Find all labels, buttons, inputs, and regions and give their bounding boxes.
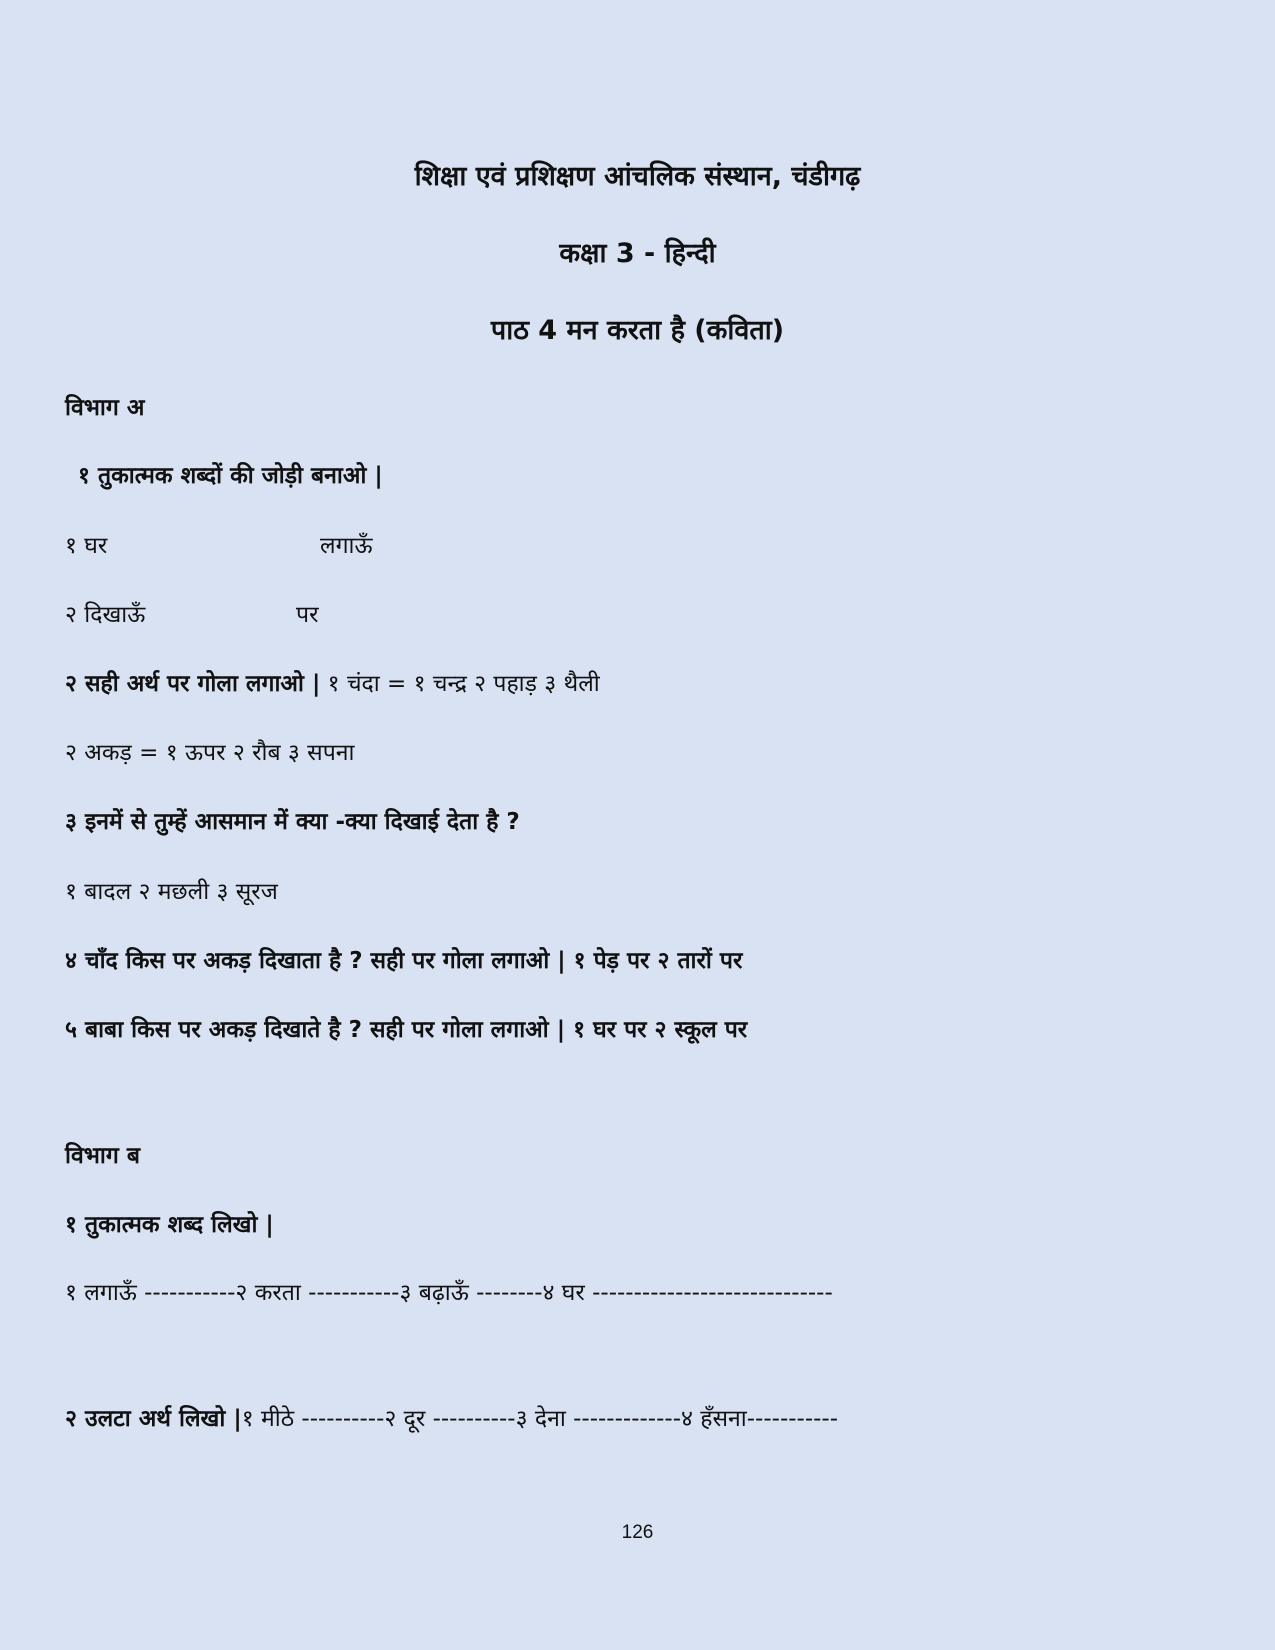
lesson-title: पाठ 4 मन करता है (कविता) [490, 315, 785, 346]
section-b-q2-answer-line: १ मीठे ----------२ दूर ----------३ देना -------------४ हँसना----------- [241, 1406, 839, 1432]
section-b-q1-prompt: १ तुकात्मक शब्द लिखो | [65, 1212, 274, 1238]
section-b-q2-prompt: २ उलटा अर्थ लिखो | [65, 1406, 242, 1432]
section-a-q2-line1 [65, 666, 600, 698]
section-a-heading: विभाग अ [65, 395, 145, 421]
section-b-heading: विभाग ब [65, 1143, 140, 1169]
section-a-q2-line2: २ अकड़ = १ ऊपर २ रौब ३ सपना [65, 740, 355, 766]
q1-row2-left: २ दिखाऊँ [65, 602, 146, 628]
section-a-q2-prompt: २ सही अर्थ पर गोला लगाओ | [65, 671, 321, 697]
section-a-q4: ४ चाँद किस पर अकड़ दिखाता है ? सही पर गोला लगाओ | १ पेड़ पर २ तारों पर [65, 948, 743, 974]
section-a-q2-options: १ चंदा = १ चन्द्र २ पहाड़ ३ थैली [320, 671, 600, 697]
section-b-q2-line [65, 1401, 838, 1433]
section-a-q5: ५ बाबा किस पर अकड़ दिखाते है ? सही पर गोला लगाओ | १ घर पर २ स्कूल पर [65, 1017, 748, 1043]
q1-row2-right: पर [296, 602, 319, 628]
q1-row1-right: लगाऊँ [320, 533, 373, 559]
institute-title: शिक्षा एवं प्रशिक्षण आंचलिक संस्थान, चंडीगढ़ [414, 161, 861, 192]
page-number: 126 [621, 1522, 654, 1543]
section-b-q1-answer-line: १ लगाऊँ -----------२ करता -----------३ बढ़ाऊँ --------४ घर ----------------------------- [65, 1280, 833, 1306]
section-a-q3-options: १ बादल २ मछली ३ सूरज [65, 879, 278, 905]
section-a-q3-prompt: ३ इनमें से तुम्हें आसमान में क्या -क्या दिखाई देता है ? [65, 809, 520, 835]
q1-row1-left: १ घर [65, 533, 108, 559]
section-a-q1-prompt: १ तुकात्मक शब्दों की जोड़ी बनाओ | [78, 463, 383, 489]
class-subject-title: कक्षा 3 - हिन्दी [559, 238, 716, 269]
